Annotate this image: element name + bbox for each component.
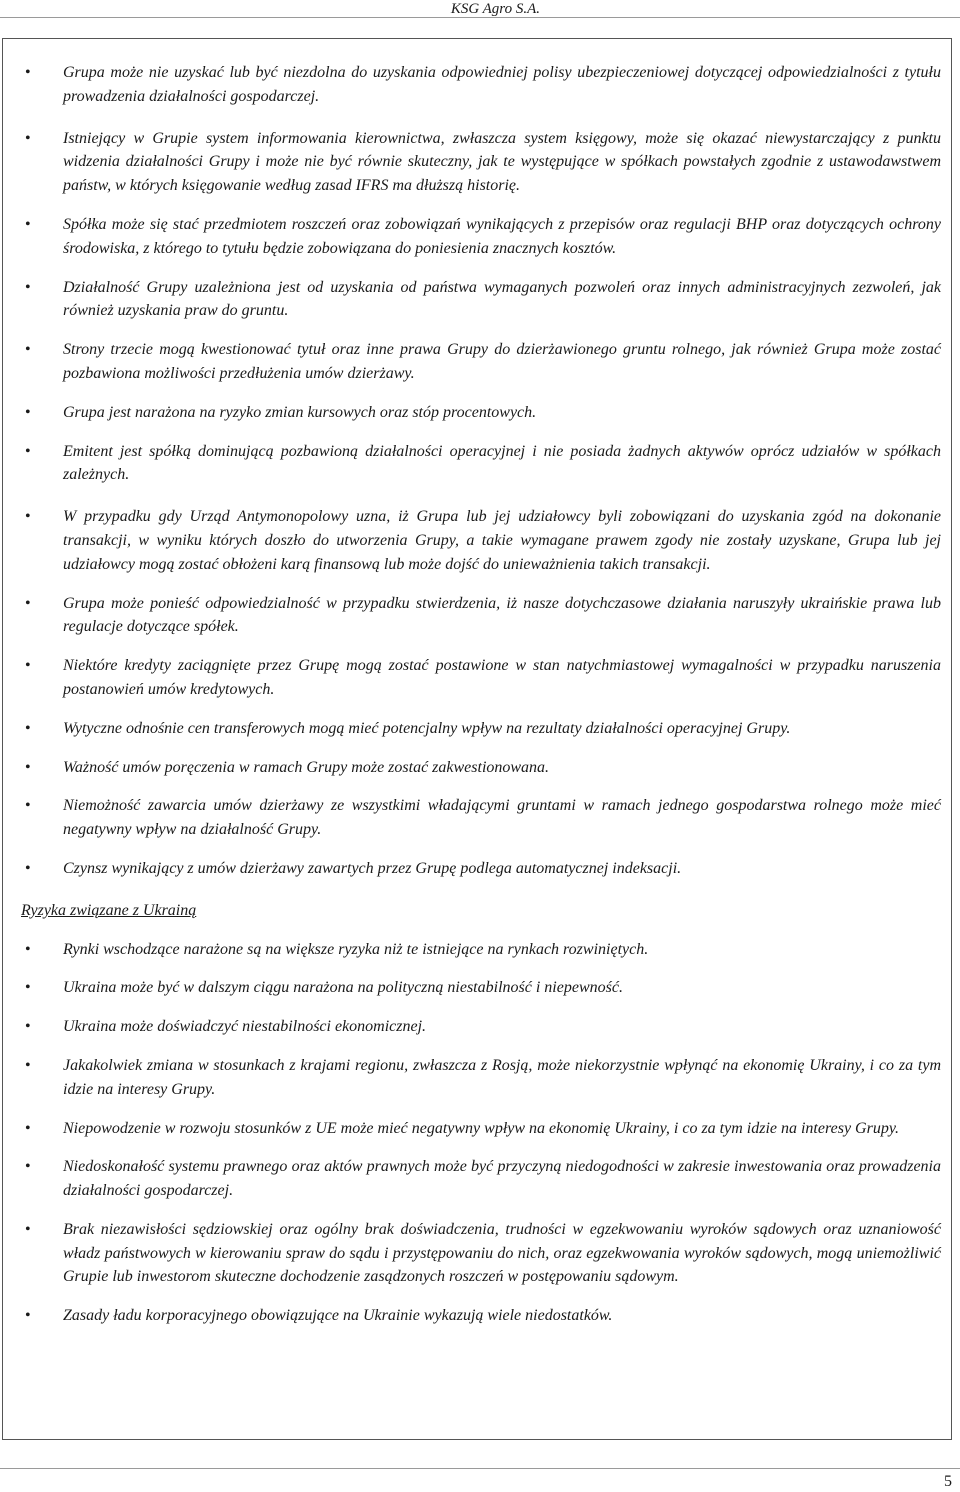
list-item-text: Zasady ładu korporacyjnego obowiązujące na Ukrainie wykazują wiele niedostatków. bbox=[63, 1307, 613, 1325]
bullet-icon: • bbox=[25, 442, 31, 460]
list-item bbox=[21, 1218, 941, 1289]
list-item-text: Rynki wschodzące narażone są na większe ryzyka niż te istniejące na rynkach rozwiniętych. bbox=[63, 940, 649, 958]
list-item-text: Grupa może nie uzyskać lub być niezdolna do uzyskania odpowiedniej polisy ubezpieczeniowej dotyczącej odpowiedzialności z tytułu prowadzenia działalności gospodarczej. bbox=[63, 64, 941, 105]
bullet-icon: • bbox=[25, 797, 31, 815]
bullet-icon: • bbox=[25, 1119, 31, 1137]
list-item-text: Wytyczne odnośnie cen transferowych mogą mieć potencjalny wpływ na rezultaty działalności operacyjnej Grupy. bbox=[63, 719, 791, 737]
list-item bbox=[21, 1155, 941, 1203]
list-item-text: Istniejący w Grupie system informowania kierownictwa, zwłaszcza system księgowy, może się okazać niewystarczający z punktu widzenia działalności Grupy i może nie być równie skuteczny, jak te występujące w spółkach powstałych zgodnie z ustawodawstwem państw, w których księgowanie według zasad IFRS ma dłuższą historię. bbox=[63, 129, 941, 195]
bullet-icon: • bbox=[25, 64, 31, 81]
bullet-icon: • bbox=[25, 215, 31, 233]
list-item bbox=[21, 1054, 941, 1102]
list-item-text: Niektóre kredyty zaciągnięte przez Grupę mogą zostać postawione w stan natychmiastowej wymagalności w przypadku naruszenia postanowień umów kredytowych. bbox=[63, 657, 941, 698]
list-item bbox=[21, 1015, 941, 1039]
bullet-icon: • bbox=[25, 1220, 31, 1238]
bullet-icon: • bbox=[25, 979, 31, 997]
bullet-icon: • bbox=[25, 1158, 31, 1176]
list-item bbox=[21, 338, 941, 386]
bullet-icon: • bbox=[25, 1056, 31, 1074]
bullet-icon: • bbox=[25, 940, 31, 958]
bullet-icon: • bbox=[25, 859, 31, 877]
list-item-text: Brak niezawisłości sędziowskiej oraz ogólny brak doświadczenia, trudności w egzekwowaniu wyroków sądowych oraz uznaniowość władz państwowych w kierowaniu spraw do sądu i przystępowaniu do nich, oraz egzekwowania wyroków sądowych, mogą uniemożliwić Grupie lub inwestorom skuteczne dochodzenie zasądzonych roszczeń w postępowaniu sądowym. bbox=[63, 1220, 941, 1286]
bullet-icon: • bbox=[25, 1307, 31, 1325]
list-item-text: Czynsz wynikający z umów dzierżawy zawartych przez Grupę podlega automatycznej indeksacji. bbox=[63, 859, 682, 877]
list-item bbox=[21, 717, 941, 741]
list-item bbox=[21, 505, 941, 576]
list-item bbox=[21, 61, 941, 109]
list-item bbox=[21, 127, 941, 198]
list-item bbox=[21, 794, 941, 842]
risk-list-content bbox=[21, 61, 941, 1328]
bullet-icon: • bbox=[25, 129, 31, 147]
bullet-icon: • bbox=[25, 403, 31, 421]
list-item-text: Ważność umów poręczenia w ramach Grupy może zostać zakwestionowana. bbox=[63, 758, 550, 776]
list-item bbox=[21, 756, 941, 780]
list-item-text: Jakakolwiek zmiana w stosunkach z krajami regionu, zwłaszcza z Rosją, może niekorzystnie wpłynąć na ekonomię Ukrainy, i co za tym idzie na interesy Grupy. bbox=[63, 1056, 941, 1098]
bullet-icon: • bbox=[25, 508, 31, 526]
list-item-text: Spółka może się stać przedmiotem roszczeń oraz zobowiązań wynikających z przepisów oraz regulacji BHP oraz dotyczących ochrony środowiska, z którego to tytułu będzie zobowiązana do poniesienia znacznych kosztów. bbox=[63, 215, 941, 257]
list-item bbox=[21, 976, 941, 1000]
list-item-text: Grupa jest narażona na ryzyko zmian kursowych oraz stóp procentowych. bbox=[63, 403, 537, 421]
list-item bbox=[21, 440, 941, 488]
list-item bbox=[21, 857, 941, 881]
bullet-icon: • bbox=[25, 1018, 31, 1036]
list-item bbox=[21, 276, 941, 324]
list-item-text: Strony trzecie mogą kwestionować tytuł oraz inne prawa Grupy do dzierżawionego gruntu rolnego, jak również Grupa może zostać pozbawiona możliwości przedłużenia umów dzierżawy. bbox=[63, 341, 941, 382]
list-item-text: Grupa może ponieść odpowiedzialność w przypadku stwierdzenia, iż nasze dotychczasowe działania naruszyły ukraińskie prawa lub regulacje dotyczące spółek. bbox=[63, 594, 941, 636]
list-item-text: Ukraina może doświadczyć niestabilności ekonomicznej. bbox=[63, 1018, 427, 1036]
list-item bbox=[21, 938, 941, 962]
list-item-text: Niedoskonałość systemu prawnego oraz aktów prawnych może być przyczyną niedogodności w zakresie inwestowania oraz prowadzenia działalności gospodarczej. bbox=[63, 1158, 941, 1200]
list-item-text: Niepowodzenie w rozwoju stosunków z UE może mieć negatywny wpływ na ekonomię Ukrainy, i co za tym idzie na interesy Grupy. bbox=[63, 1119, 900, 1137]
list-item bbox=[21, 654, 941, 702]
bullet-icon: • bbox=[25, 594, 31, 612]
page-number: 5 bbox=[944, 1473, 952, 1490]
list-item-text: Działalność Grupy uzależniona jest od uzyskania od państwa wymaganych pozwoleń oraz innych administracyjnych zezwoleń, jak również uzyskania praw do gruntu. bbox=[63, 278, 941, 320]
list-item bbox=[21, 592, 941, 640]
section-heading: Ryzyka związane z Ukrainą bbox=[21, 901, 197, 919]
list-item bbox=[21, 401, 941, 425]
list-item bbox=[21, 213, 941, 261]
bullet-icon: • bbox=[25, 758, 31, 776]
risk-list-frame bbox=[2, 38, 952, 1440]
list-item-text: W przypadku gdy Urząd Antymonopolowy uzna, iż Grupa lub jej udziałowcy byli zobowiązani do uzyskania zgód na dokonanie transakcji, w wyniku których doszło do utworzenia Grupy, a takie wymagane prawem zgody nie zostały uzyskane, Grupa lub jej udziałowcy mogą zostać obłożeni karą finansową lub może dojść do unieważnienia takich transakcji. bbox=[63, 508, 941, 573]
list-item-text: Emitent jest spółką dominującą pozbawioną działalności operacyjnej i nie posiada żadnych aktywów oprócz udziałów w spółkach zależnych. bbox=[63, 442, 941, 484]
bullet-icon: • bbox=[25, 657, 31, 675]
footer-divider bbox=[0, 1468, 960, 1469]
list-item-text: Ukraina może być w dalszym ciągu narażona na polityczną niestabilność i niepewność. bbox=[63, 979, 623, 997]
bullet-icon: • bbox=[25, 341, 31, 359]
list-item bbox=[21, 1304, 941, 1328]
header-divider bbox=[0, 17, 960, 18]
list-item-text: Niemożność zawarcia umów dzierżawy ze wszystkimi władającymi gruntami w ramach jednego gospodarstwa rolnego może mieć negatywny wpływ na działalność Grupy. bbox=[63, 797, 941, 839]
running-header: KSG Agro S.A. bbox=[450, 1, 540, 17]
list-item bbox=[21, 1117, 941, 1141]
bullet-icon: • bbox=[25, 278, 31, 296]
bullet-icon: • bbox=[25, 719, 31, 737]
